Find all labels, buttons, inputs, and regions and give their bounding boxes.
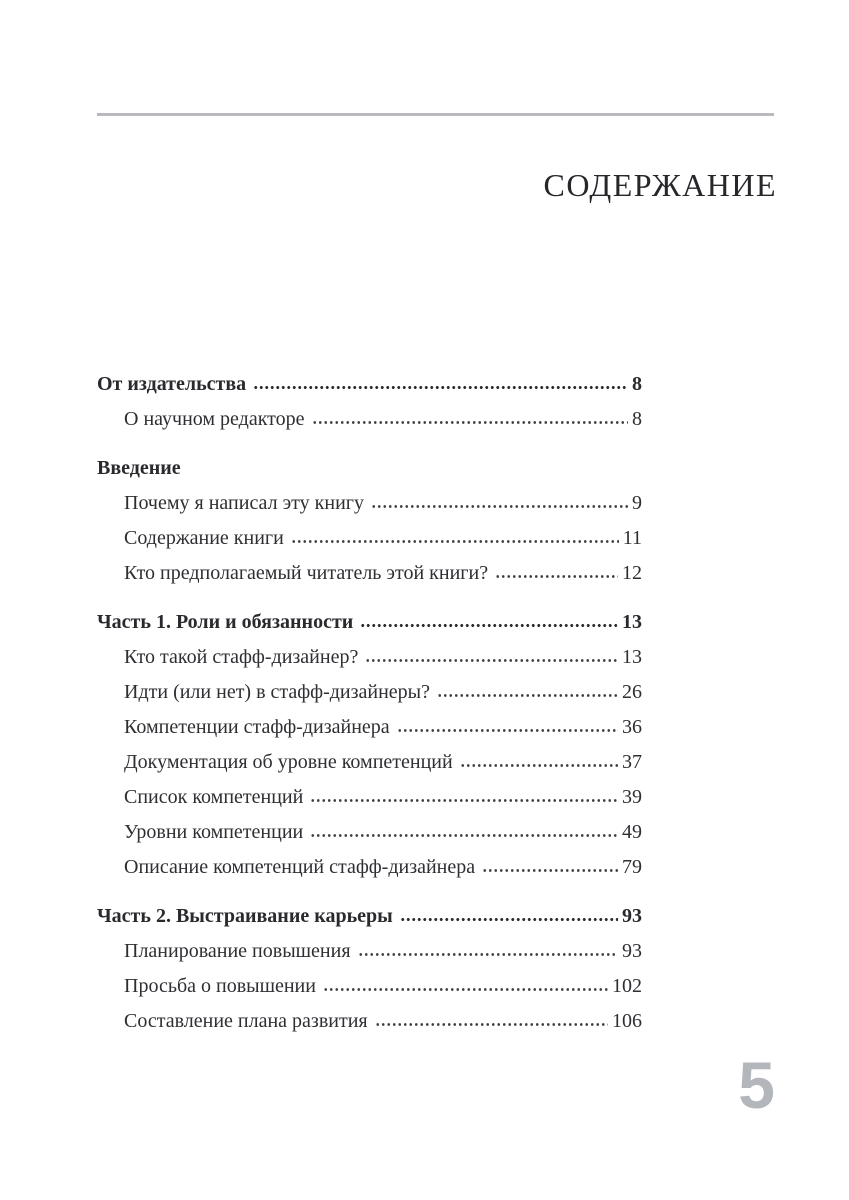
dot-leader (482, 868, 618, 873)
toc-entry-label: Введение (97, 457, 181, 479)
page-title: СОДЕРЖАНИЕ (543, 167, 777, 203)
toc-row (97, 451, 642, 486)
toc-row (97, 815, 642, 850)
dot-leader (323, 987, 608, 992)
dot-leader (437, 693, 618, 698)
dot-leader (253, 385, 628, 390)
toc-entry-label: От издательства (97, 373, 247, 395)
toc-entry-label: Почему я написал эту книгу (124, 492, 364, 514)
toc-entry-label: О научном редакторе (124, 408, 305, 430)
dot-leader (312, 420, 628, 425)
dot-leader (360, 623, 618, 628)
toc-entry-page: 37 (622, 751, 642, 773)
toc-entry-label: Часть 2. Выстраивание карьеры (97, 905, 393, 927)
toc-entry-page: 26 (622, 681, 642, 703)
dot-leader (400, 917, 618, 922)
dot-leader (358, 952, 618, 957)
toc-row (97, 1004, 642, 1039)
toc-row (97, 710, 642, 745)
dot-leader (365, 658, 618, 663)
header-rule (97, 113, 774, 116)
toc-entry-label: Составление плана развития (124, 1010, 368, 1032)
toc-row (97, 675, 642, 710)
toc-entry-page: 13 (622, 646, 642, 668)
toc-entry-page: 8 (632, 373, 642, 395)
dot-leader (375, 1022, 608, 1027)
dot-leader (460, 763, 618, 768)
toc-entry-page: 11 (622, 527, 642, 549)
toc-entry-page: 79 (622, 856, 642, 878)
toc-row (97, 521, 642, 556)
toc-entry-label: Описание компетенций стафф-дизайнера (124, 856, 476, 878)
toc-row (97, 780, 642, 815)
toc-entry-page: 39 (622, 786, 642, 808)
toc-entry-page: 49 (622, 821, 642, 843)
toc-entry-page: 9 (632, 492, 642, 514)
toc-row (97, 899, 642, 934)
toc-row (97, 745, 642, 780)
toc-entry-page: 8 (632, 408, 642, 430)
toc-entry-label: Компетенции стафф-дизайнера (124, 716, 390, 738)
toc-entry-page: 106 (612, 1010, 642, 1032)
toc-row (97, 556, 642, 591)
toc-entry-label: Кто такой стафф-дизайнер? (124, 646, 359, 668)
toc-row (97, 934, 642, 969)
toc-entry-label: Просьба о повышении (124, 975, 316, 997)
dot-leader (310, 798, 618, 803)
toc-entry-label: Идти (или нет) в стафф-дизайнеры? (124, 681, 430, 703)
toc-entry-page: 13 (622, 611, 642, 633)
toc-row (97, 969, 642, 1004)
toc-entry-page: 12 (622, 562, 642, 584)
toc-row (97, 850, 642, 885)
toc-entry-label: Часть 1. Роли и обязанности (97, 611, 354, 633)
toc-entry-label: Кто предполагаемый читатель этой книги? (124, 562, 489, 584)
dot-leader (371, 504, 628, 509)
toc-entry-label: Документация об уровне компетенций (124, 751, 453, 773)
toc-row (97, 367, 642, 402)
toc-entry-page: 36 (622, 716, 642, 738)
dot-leader (397, 728, 618, 733)
toc-entry-label: Планирование повышения (124, 940, 351, 962)
toc-entry-page: 102 (612, 975, 642, 997)
toc-row (97, 640, 642, 675)
toc-entry-label: Содержание книги (124, 527, 284, 549)
toc-row (97, 402, 642, 437)
toc-row (97, 486, 642, 521)
toc-entry-page: 93 (622, 940, 642, 962)
dot-leader (291, 539, 619, 544)
toc-entry-label: Список компетенций (124, 786, 304, 808)
toc-entry-page: 93 (622, 905, 642, 927)
dot-leader (495, 574, 618, 579)
toc-entry-label: Уровни компетенции (124, 821, 304, 843)
toc-row (97, 605, 642, 640)
dot-leader (310, 833, 618, 838)
toc (97, 367, 642, 1039)
page-number: 5 (738, 1048, 775, 1122)
